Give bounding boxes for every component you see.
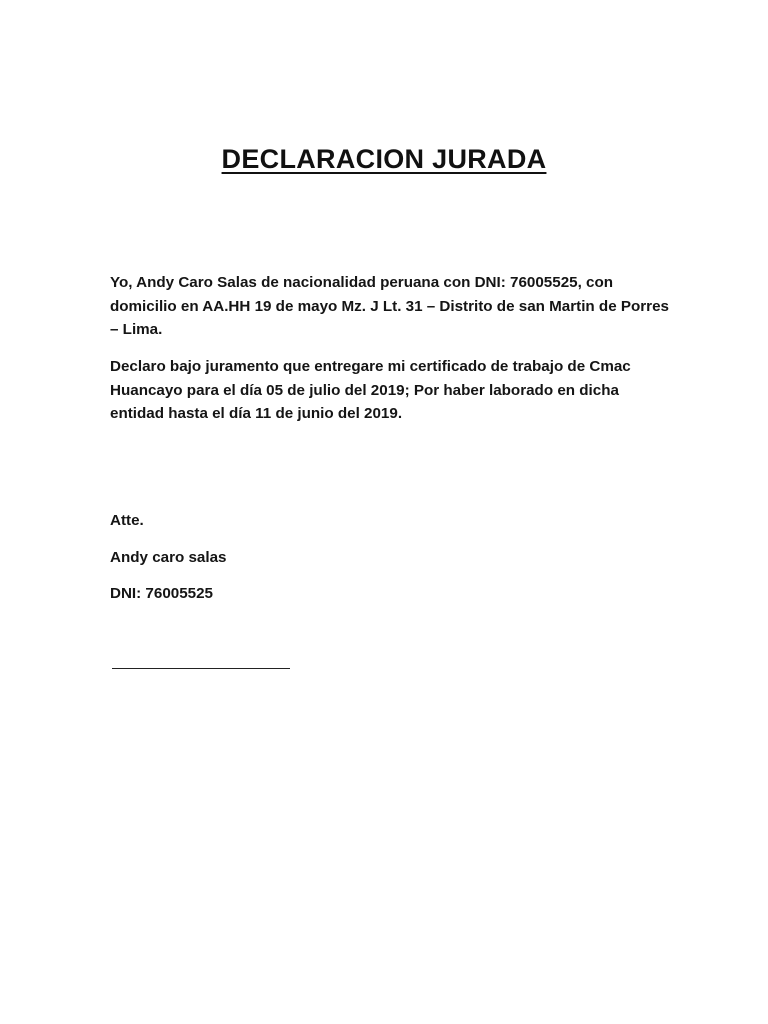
- declaration-paragraph: Declaro bajo juramento que entregare mi certificado de trabajo de Cmac Huancayo para el día 05 de julio del 2019; Por haber laborado en dicha entidad hasta el día 11 de junio del 2019.: [110, 358, 631, 422]
- closing-salutation: Atte.: [110, 512, 144, 529]
- declarant-info-paragraph: Yo, Andy Caro Salas de nacionalidad peruana con DNI: 76005525, con domicilio en AA.HH 19 de mayo Mz. J Lt. 31 – Distrito de san Martin de Porres – Lima.: [110, 274, 669, 338]
- signature-line: [112, 668, 290, 669]
- signer-dni: DNI: 76005525: [110, 585, 214, 602]
- signer-name: Andy caro salas: [110, 549, 227, 566]
- document-title-text: DECLARACION JURADA: [221, 144, 547, 174]
- document-title: [0, 144, 768, 175]
